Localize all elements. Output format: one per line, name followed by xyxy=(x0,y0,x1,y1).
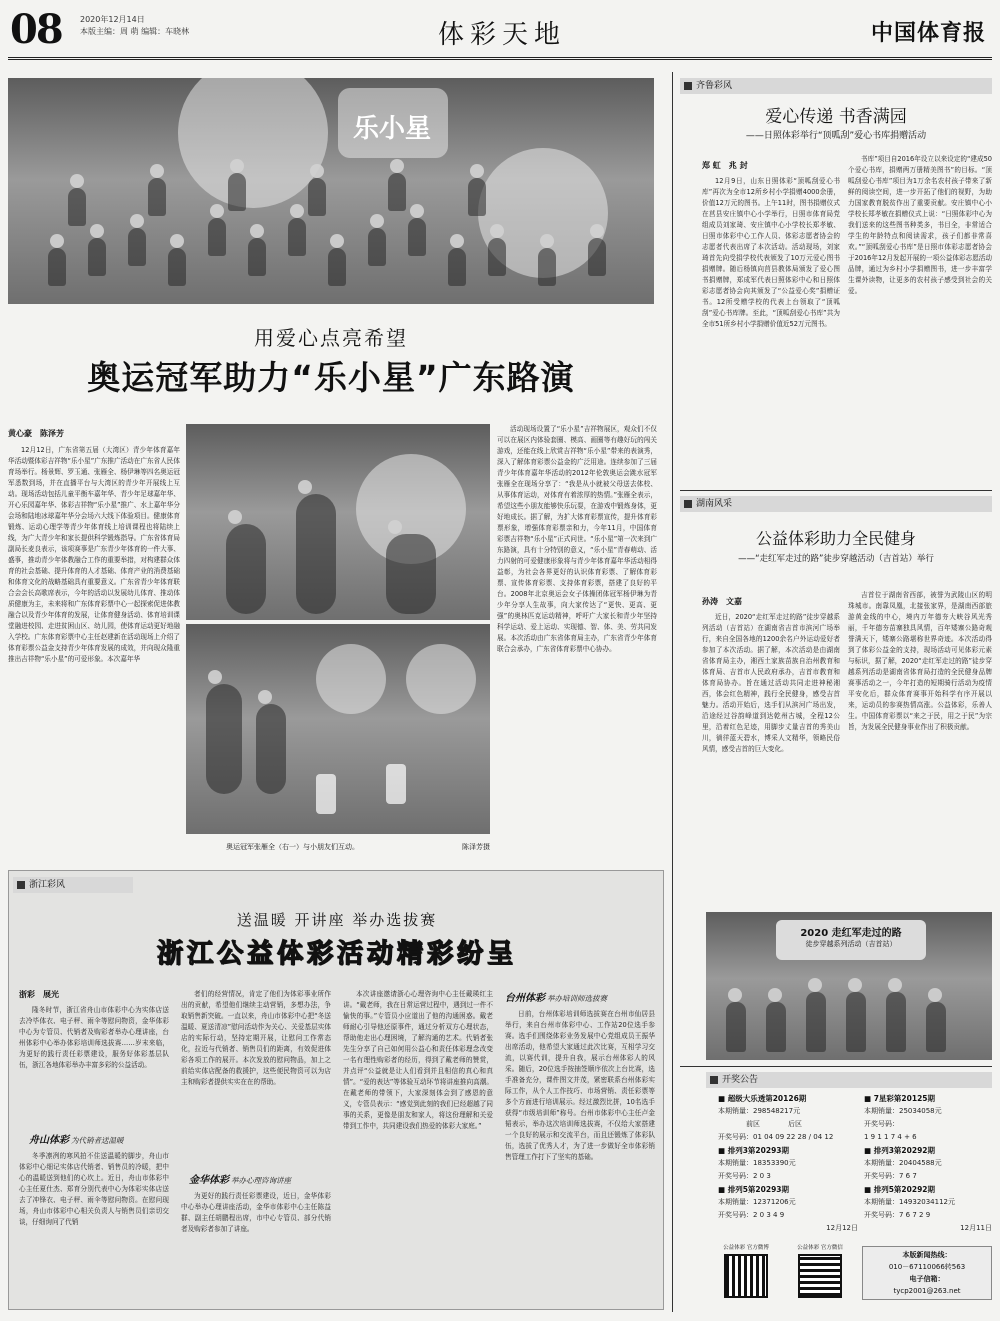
zhejiang-col3: 本次讲座邀请浙心心理咨询中心主任戴瑛红主讲。“戴老师，我在日常运营过程中，遇到过一件不愉快的事。”专管员小应道出了他的沟通困惑。戴老师耐心引导他还原事件，通过分析双方心理状态，帮助他走出心理困境，了解沟通的艺术。代销者张先生分享了自己如何用公益心和责任体彩理念改变一名有理性购彩者的经历，得到了戴老师的赞赏，并点评“公益就是让人们看到并且相信的真心和真情”。“爱的表达”等体验互动环节将讲座推向高潮。在戴老师的带领下，大家深刻体会到了感恩的意义，专管员表示：“感觉到此刻的我们已经超越了同事的关系，更像是朋友和家人，将这份理解和关爱带到工作中，共同建设我们热爱的体彩大家庭。” xyxy=(343,990,493,1130)
paper-logo: 中国体育报 xyxy=(870,20,986,46)
hunan-banner xyxy=(776,920,926,960)
lottery-right xyxy=(864,1092,992,1235)
main-col3: 活动现场设置了“乐小星”吉祥物展区，观众们不仅可以在展区内体验套圈、模高、画圈等有趣好玩的闯关游戏，还能在线上欣赏吉祥物“乐小星”带来的表演秀，深入了解体育彩票公益金的广泛用途。连续参加了三届青少年体育嘉年华活动的2012年伦敦奥运会跳水冠军张雁全在现场分享了：“我是从小就被父母送去体校、从事体育运动，对体育有着浓厚的热情。”张雁全表示，希望这些小朋友能够快乐玩耍，在游戏中锻炼身体，更好地成长。据了解，为扩大体育彩票宣传，提升体育彩票形象，增强体育彩票亲和力，今年11月，中国体育彩票吉祥物“乐小星”正式问世。“乐小星”第一次来到广东路演，具有十分特别的意义，“乐小星”青春萌动、活力四射的可爱健康形象将与青少年体育嘉年华活动相得益彰，为社会各界更好的认识体育彩票、了解体育彩票、宣传体育彩票、支持体育彩票，搭建了良好的平台。2008年北京奥运会女子体操团体冠军杨伊琳为青少年分享人生故事，向大家传达了“更快、更高、更强”的奥林匹克运动精神，呼吁广大家长和青少年坚持科学运动、爱上运动、实现德、智、体、美、劳共同发展。本次活动由广东省体育局主办，广东省青少年体育联合会承办，广东省体育彩票中心协办。 xyxy=(497,425,657,653)
lottery-right-3-head: ■ 排列5第20292期 xyxy=(864,1185,936,1194)
qilu-title: 爱心传递 书香满园 xyxy=(765,107,907,127)
qr-code-icon xyxy=(724,1254,768,1298)
page-meta xyxy=(80,14,189,38)
hunan-col1: 近日，2020“走红军走过的路”徒步穿越系列活动（吉首站）在湖南省吉首市滨河广场举行，来自全国各地的1200余名户外运动爱好者参加了本次活动。据了解，本次活动是由湖南省体育局主办，湘西土家族苗族自治州教育和体育局、吉首市人民政府承办，吉首市教育和体育局协办。旨在通过活动共同走进神秘湘西，体会红色精神，践行全民健身，感受吉首魅力。活动开始后，选手们从滨河广场出发，沿途经过谷韵峰道到达乾州古城，全程12公里，沿着红色足迹，用脚步丈量吉首的秀美山川，徜徉蓝天碧水，博采人文精华，领略民俗风情，感受吉首的巨大变化。 xyxy=(702,613,840,753)
lottery-left-2-head: ■ 排列3第20293期 xyxy=(718,1146,790,1155)
hunan-tag: 湖南风采 xyxy=(680,496,992,512)
tz-head: 台州体彩 xyxy=(505,993,545,1004)
hunan-subtitle: ——“走红军走过的路”徒步穿越活动（吉首站）举行 xyxy=(738,554,934,564)
zhejiang-kicker: 送温暖 开讲座 举办选拔赛 xyxy=(236,911,438,929)
qr-code-icon xyxy=(798,1254,842,1298)
lottery-line: 本期销量：12371206元 xyxy=(718,1198,796,1206)
lottery-right-1-head: ■ 7星彩第20125期 xyxy=(864,1094,936,1103)
zs-body: 冬季凛冽的寒风拍不住送温暖的脚步，舟山市体彩中心细记实体店代销者、销售员的冷暖，把中心的温暖送到他们的心坎上。近日，舟山市体彩中心主任夏仕杰、郑育分别代表中心为体彩实体店送去了冲锋衣、电子秤、雨伞等慰问物资。在慰问现场，舟山市体彩中心相关负责人与销售员们亲切交谈，仔细询问了代销 xyxy=(19,1152,169,1226)
qr-label: 公益体彩 官方微博 xyxy=(723,1245,769,1251)
lottery-date-left: 12月12日 xyxy=(826,1224,858,1232)
qr-weibo xyxy=(718,1244,774,1298)
hunan-divider xyxy=(680,1066,992,1067)
lottery-right-2-head: ■ 排列3第20292期 xyxy=(864,1146,936,1155)
zhejiang-col2: 者们的经营情况，肯定了他们为体彩事业所作出的贡献，希望他们继续主动营销，多想办法，争取销售新突破。一直以来，舟山市体彩中心把“冬送温暖、夏送清凉”慰问活动作为关心、关爱基层实体店的实际行动，坚持定期开展，让慰问工作常态化，拉近与代销者、销售员们的距离，有效促进体彩各项工作的展开。本次发放的慰问物品，加上之前给实体店配备的救援护，这些便民物资可以为店主和购彩者提供实实在在的帮助。 xyxy=(181,990,331,1086)
qilu-divider xyxy=(680,490,992,491)
main-headline: 奥运冠军助力“乐小星”广东路演 xyxy=(87,358,575,397)
lottery-line: 开奖号码：2 0 3 4 9 xyxy=(718,1211,785,1219)
qilu-authors: 郑 虹 兆 封 xyxy=(702,161,748,170)
section-name: 体彩天地 xyxy=(438,20,567,50)
masthead xyxy=(8,8,992,60)
qilu-subtitle: ——日照体彩举行“顶呱刮”爱心书库捐赠活动 xyxy=(745,131,927,141)
zhejiang-intro: 隆冬时节，浙江省舟山市体彩中心为实体店送去冷毕体衣、电子秤、雨伞等慰问物资，金华体彩中心为专管员、代销者及购彩者举办心理讲座，台州体彩中心举办体彩培训师选拔赛……岁末来临，为更好的践行责任彩票建设，服务好体彩基层队伍，浙江各地体彩举办丰富多彩的公益活动。 xyxy=(19,1006,169,1069)
main-photo-group xyxy=(8,78,654,304)
hunan-banner-title: 2020 走红军走过的路 xyxy=(800,928,902,939)
qr-wechat xyxy=(792,1244,848,1298)
qilu-col2: 书库”项目自2016年设立以来设定的“建成50个爱心书库，捐赠两万册精美图书”的目标。“顶呱刮爱心书库”项目为1万余名农村孩子带来了新鲜的阅读空间，进一步开拓了他们的视野，为助力国家教育脱贫作出了重要贡献。安庄镇中心小学校长郑孝敏在捐赠仪式上说：“日照体彩中心为我们送来的这些图书种类多，书目全，非常适合学生的年龄特点和阅读需求，孩子们都非常喜欢。”“顶呱刮爱心书库”是日照市体彩志愿者协会于2016年12月发起开展的一项公益体彩志愿活动品牌，通过为乡村小学捐赠图书，进一步丰富学生课外读物，让更多的农村孩子感受到社会的关爱。 xyxy=(848,155,992,295)
lottery-line: 本期销量：298548217元 xyxy=(718,1107,801,1115)
hunan-authors: 孙涛 文嘉 xyxy=(702,597,742,606)
hotline-label: 本版新闻热线： xyxy=(902,1251,952,1259)
zs-heading xyxy=(29,1131,124,1146)
qilu-tag: 齐鲁彩风 xyxy=(680,78,992,94)
jh-head: 金华体彩 xyxy=(189,1175,229,1186)
lottery-line: 本期销量：25034058元 xyxy=(864,1107,942,1115)
email: tycp2001@263.net xyxy=(893,1287,961,1295)
hunan-col2: 吉首位于湖南省西部，被誉为武陵山区的明珠城市。南靠凤凰，北接张家界，是湖南西部旅游黄金线的中心，境内万年德夯大峡谷风光秀丽，千年德夯苗寨独具风情，百年矮寨公路奇观誉满天下，矮寨公路堪称世界奇迹。本次活动得到了体彩公益金的支持，现场活动可见体彩元素与标识，据了解，2020“走红军走过的路”徒步穿越系列活动是湖南省体育局打造的全民健身品牌赛事活动之一，今年打造的短期骑行活动为疫情平安化后，群众体育赛事开始科学有序开展以来，运动员的参赛热情高涨。公益体彩，乐善人生。中国体育彩票以“来之于民，用之于民”为宗旨，为发展全民健身事业作出了积极贡献。 xyxy=(848,591,992,731)
qr-label: 公益体彩 官方微信 xyxy=(797,1245,843,1251)
zhejiang-authors: 浙彩 展光 xyxy=(19,990,59,999)
lottery-left-1-head: ■ 超级大乐透第20126期 xyxy=(718,1094,807,1103)
page-number: 08 xyxy=(10,6,62,53)
zhejiang-title: 浙江公益体彩活动精彩纷呈 xyxy=(156,939,517,969)
zs-head: 舟山体彩 xyxy=(29,1135,69,1146)
lottery-line: 开奖号码：7 6 7 xyxy=(864,1172,917,1180)
main-subtitle: 用爱心点亮希望 xyxy=(254,326,408,350)
email-label: 电子信箱： xyxy=(909,1275,945,1283)
photo-credit: 陈泽芳摄 xyxy=(462,843,490,851)
lottery-line: 1 9 1 1 7 4 + 6 xyxy=(864,1133,917,1141)
lottery-line: 开奖号码：2 0 3 xyxy=(718,1172,771,1180)
main-col1: 12月12日，广东省第五届（大湾区）青少年体育嘉年华活动暨体彩吉祥物“乐小星”广东推广活动在广东省人民体育场举行。杨景辉、罗玉通、张雁全、杨伊琳等四名奥运冠军悉数到场，并在直播平台与大湾区的青少年开展线上互动。现场活动包括儿童平衡车嘉年华、青少年足球嘉年华、开心乐园嘉年华、体彩吉祥物“乐小星”推广、水上嘉年华分会场和陆地冰球嘉年华分会场六大线下体验项目。健康体育锻炼、运动心理学等青少年体育线上培训课程也将陆续上线，为广大青少年和家长提供科学锻炼指导。广东省体育局副局长麦良表示，该项赛事是广东青少年体育的一件大事、盛事，推动青少年体教融合工作的重要举措，对构建群众体育的社会基础、提升体育的人才基础、体育产业的消费基础和体育文化的战略基础具有重要意义。广东省青少年体育联合会会长高歌席表示，今年的活动以发展幼儿体育、推动体质健康为主，未来将和广东体育彩票中心一起探索促进体教融合以及青少年体育的发展，让体育健身活动、体育培训课堂融进校园、走进贫困山区、幼儿园，使体育运动更好地融入学校。广东体育彩票中心主任赵建新在活动现场上介绍了体育彩票公益金支持青少年体育发展的成效，并向现众隆重推出吉祥物“乐小星”的可爱形象。本次嘉年华 xyxy=(8,446,180,663)
jh-sub: 举办心理咨询讲座 xyxy=(231,1176,291,1185)
lottery-date-right: 12月11日 xyxy=(960,1224,992,1232)
main-photo-3 xyxy=(186,624,490,834)
lottery-line: 本期销量：14932034112元 xyxy=(864,1198,955,1206)
hunan-banner-sub: 徒步穿越系列活动（吉首站） xyxy=(805,940,897,948)
lottery-left xyxy=(718,1092,858,1235)
column-divider xyxy=(672,72,673,1312)
hotline-box xyxy=(862,1246,992,1300)
lottery-line: 前区 后区 xyxy=(746,1120,802,1128)
jh-heading xyxy=(189,1171,291,1186)
photo-caption xyxy=(186,842,490,852)
tz-sub: 举办培训师选拔赛 xyxy=(547,994,607,1003)
jh-body: 为更好的践行责任彩票建设，近日，金华体彩中心举办心理讲座活动，金华市体彩中心主任陈益群、副主任胡鹏程出席，市中心专管员、部分代销者及购彩者参加了讲座。 xyxy=(181,1192,331,1233)
lottery-line: 开奖号码：01 04 09 22 28 / 04 12 xyxy=(718,1133,834,1141)
lottery-line: 本期销量：18353390元 xyxy=(718,1159,796,1167)
main-authors: 黄心豪 陈泽芳 xyxy=(8,429,64,438)
lottery-line: 开奖号码： xyxy=(864,1120,899,1128)
hotline: 010－67110066转563 xyxy=(888,1263,966,1271)
tz-body: 日前，台州体彩培训师选拔赛在台州市仙居县举行，来自台州市体彩中心、工作站20位选手参赛。选手们围绕体彩业务发展中心党组成员王振华出席活动，他希望大家通过此次比赛，互相学习交流，以赛代训，提升自我，展示台州体彩人的风采。随后，20位选手按抽签顺序依次上台比赛，选手准备充分，课件图文并茂，紧密联系台州体彩实际工作，从个人工作技巧、市场营销、责任彩票等多个方面进行培训展示。经过激烈比拼，10名选手获得“市级培训师”称号。台州市体彩中心主任卢金韬表示，举办这次培训师选拔赛，不仅给大家搭建一个良好的展示和交流平台，而且还锻炼了体彩队伍，选拔了优秀人才，为了进一步做好全市体彩销售管理工作打下了坚实的基础。 xyxy=(505,1010,655,1161)
zhejiang-tag: 浙江彩风 xyxy=(13,877,133,893)
zhejiang-section xyxy=(8,870,664,1310)
lottery-line: 本期销量：20404588元 xyxy=(864,1159,942,1167)
photo-sign-text: 乐小星 xyxy=(353,114,432,144)
editors: 本版主编：周 萌 编辑：车晓林 xyxy=(80,27,190,36)
hunan-title: 公益体彩助力全民健身 xyxy=(755,529,916,548)
lottery-left-3-head: ■ 排列5第20293期 xyxy=(718,1185,790,1194)
lottery-tag: 开奖公告 xyxy=(706,1072,992,1088)
issue-date: 2020年12月14日 xyxy=(80,15,145,24)
lottery-line: 开奖号码：7 6 7 2 9 xyxy=(864,1211,931,1219)
tz-heading xyxy=(505,989,607,1004)
qilu-col1: 12月9日，山东日照体彩“顶呱刮爱心书库”再次为全市12所乡村小学捐赠4000余册，价值12万元的图书。上午11时，图书捐赠仪式在莒县安庄镇中心小学举行，日照市体育局党组成员刘家琦、安庄镇中心小学校长郑孝敏、日照市体彩中心工作人员、体彩志愿者协会的志愿者代表出席了本次活动。活动现场，刘家琦首先向受捐学校代表颁发了10万元爱心图书捐赠牌。随后杨镇向莒县教体局颁发了爱心图书捐赠牌，郑成军代表日照体彩中心和日照体彩志愿者协会向其颁发了“公益爱心奖”捐赠证书。12所受赠学校的代表上台领取了“顶呱刮”爱心书库牌。至此，“顶呱刮爱心书库”共为全市51所乡村小学捐赠价值近52万元图书。 xyxy=(702,177,840,328)
zs-sub: 为代销者送温暖 xyxy=(71,1136,124,1145)
main-photo-2 xyxy=(186,424,490,620)
photo-caption-text: 奥运冠军张雁全（右一）与小朋友们互动。 xyxy=(226,843,359,851)
hunan-photo xyxy=(706,912,992,1060)
